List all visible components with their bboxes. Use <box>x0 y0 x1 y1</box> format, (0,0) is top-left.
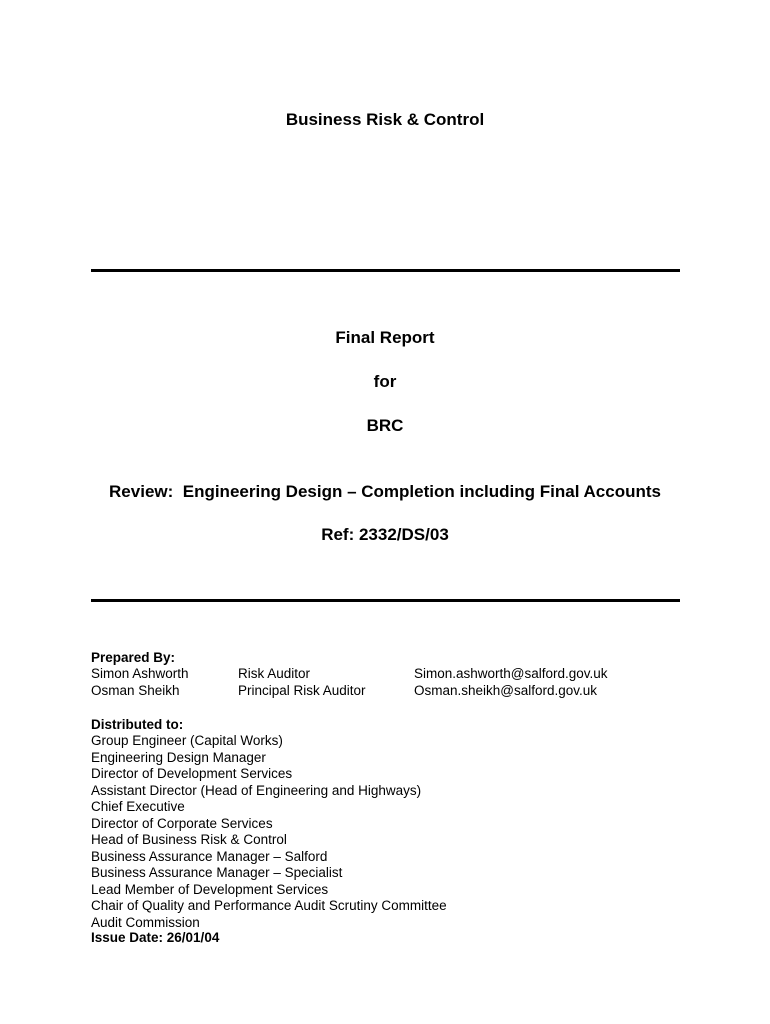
list-item: Business Assurance Manager – Specialist <box>91 865 343 880</box>
report-type: Final Report <box>335 328 435 347</box>
preparer-name: Osman Sheikh <box>91 682 180 698</box>
report-for-label: for <box>373 372 397 391</box>
preparer-role: Principal Risk Auditor <box>238 682 366 698</box>
preparer-row <box>91 683 691 700</box>
list-item: Engineering Design Manager <box>91 749 266 765</box>
review-title: Review: Engineering Design – Completion including Final Accounts <box>109 482 661 501</box>
list-item: Chair of Quality and Performance Audit Scrutiny Committee <box>91 898 447 913</box>
department-title: Business Risk & Control <box>285 110 485 129</box>
bottom-divider <box>91 599 680 602</box>
preparer-email: Simon.ashworth@salford.gov.uk <box>414 666 608 681</box>
preparer-role: Risk Auditor <box>238 666 311 681</box>
list-item: Business Assurance Manager – Salford <box>91 848 328 864</box>
issue-date: Issue Date: 26/01/04 <box>91 930 220 945</box>
list-item: Director of Development Services <box>91 766 293 781</box>
list-item: Director of Corporate Services <box>91 815 273 831</box>
list-item: Audit Commission <box>91 914 200 930</box>
list-item: Group Engineer (Capital Works) <box>91 733 283 748</box>
list-item: Chief Executive <box>91 799 185 814</box>
list-item: Head of Business Risk & Control <box>91 832 287 847</box>
preparer-row <box>91 666 691 683</box>
prepared-by-label: Prepared By: <box>91 650 176 665</box>
report-recipient: BRC <box>366 416 404 435</box>
preparer-name: Simon Ashworth <box>91 666 189 681</box>
reference-number: Ref: 2332/DS/03 <box>321 525 449 544</box>
list-item: Lead Member of Development Services <box>91 881 329 897</box>
distribution-list <box>91 733 447 931</box>
top-divider <box>91 269 680 272</box>
distributed-to-label: Distributed to: <box>91 717 184 732</box>
list-item: Assistant Director (Head of Engineering and Highways) <box>91 782 422 798</box>
preparer-email: Osman.sheikh@salford.gov.uk <box>414 682 598 698</box>
